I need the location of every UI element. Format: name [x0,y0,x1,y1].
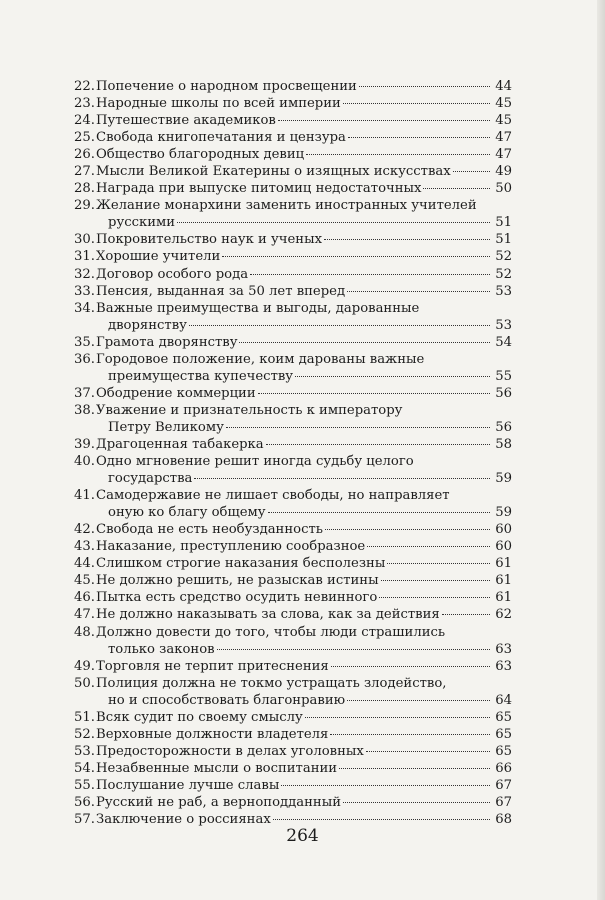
toc-entry-number: 46. [74,590,95,606]
dot-leader [222,256,490,257]
toc-entry [74,180,512,197]
dot-leader [381,580,490,581]
toc-entry [74,675,512,709]
toc-entry-number: 57. [74,812,95,828]
dot-leader [453,171,490,172]
toc-entry-number: 28. [74,181,95,197]
toc-entry-page: 47 [495,147,512,163]
toc-entry [74,129,512,146]
toc-entry-number: 34. [74,300,95,316]
toc-entry-title-continuation: но и способствовать благонравию [108,692,346,708]
dot-leader [379,597,490,598]
toc-entry-page: 59 [495,505,512,521]
toc-entry-page: 68 [495,812,512,828]
toc-entry-title-continuation: оную ко благу общему [108,505,266,521]
toc-entry-number: 23. [74,96,95,112]
dot-leader [268,512,490,513]
toc-entry-number: 45. [74,573,95,589]
toc-entry [74,163,512,180]
dot-leader [266,444,490,445]
toc-entry-title: Важные преимущества и выгоды, дарованные [96,300,420,316]
dot-leader [217,649,490,650]
toc-entry-title: Попечение о народном просвещении [96,79,357,94]
dot-leader [258,393,490,394]
toc-entry-title-continuation: государства [108,471,193,487]
dot-leader [330,734,490,735]
dot-leader [226,427,490,428]
dot-leader [343,802,490,803]
toc-entry-title: Хорошие учители [96,249,221,265]
toc-entry-number: 26. [74,147,95,163]
toc-entry [74,453,512,487]
dot-leader [442,614,490,615]
toc-entry-number: 32. [74,266,95,282]
toc-entry-title: Договор особого рода [96,266,249,282]
toc-entry [74,95,512,112]
toc-entry-number: 29. [74,198,95,214]
dot-leader [295,376,490,377]
toc-entry-page: 51 [495,215,512,231]
toc-entry-title: Верховные должности владетеля [96,726,329,742]
toc-entry [74,197,512,231]
dot-leader [189,325,490,326]
toc-entry-number: 47. [74,607,95,623]
dot-leader [339,768,490,769]
toc-entry [74,589,512,606]
toc-entry-page: 61 [495,556,512,572]
dot-leader [359,86,490,87]
toc-entry [74,283,512,300]
dot-leader [306,154,490,155]
toc-entry [74,266,512,283]
toc-entry-title: Свобода не есть необузданность [96,522,323,538]
toc-entry-number: 50. [74,675,95,691]
toc-entry-page: 51 [495,232,512,248]
toc-entry [74,487,512,521]
toc-entry-number: 41. [74,488,95,504]
toc-entry-page: 52 [495,249,512,265]
toc-entry [74,334,512,351]
dot-leader [348,137,490,138]
toc-entry-page: 45 [495,113,512,129]
toc-entry-number: 36. [74,351,95,367]
toc-entry-title: Полиция должна не токмо устращать злодейство, [96,675,447,691]
toc-entry-title: Уважение и признательность к императору [96,402,403,418]
toc-entry-title: Грамота дворянству [96,334,238,350]
toc-entry-page: 64 [495,692,512,708]
toc-entry-number: 51. [74,709,95,725]
dot-leader [387,563,490,564]
toc-entry-title: Не должно наказывать за слова, как за действия [96,607,440,623]
toc-entry [74,606,512,623]
toc-entry-page: 53 [495,317,512,333]
dot-leader [366,751,490,752]
toc-entry-number: 55. [74,777,95,793]
toc-entry [74,231,512,248]
toc-entry-page: 65 [495,726,512,742]
toc-entry-title: Желание монархини заменить иностранных учителей [96,198,477,214]
toc-entry-title: Одно мгновение решит иногда судьбу целого [96,454,414,470]
toc-entry-page: 59 [495,471,512,487]
toc-entry-number: 33. [74,283,95,299]
toc-entry-title: Пытка есть средство осудить невинного [96,590,378,606]
toc-entry [74,777,512,794]
dot-leader [239,342,490,343]
toc-entry-page: 54 [495,334,512,350]
toc-entry [74,572,512,589]
toc-entry-page: 63 [495,658,512,674]
toc-entry-number: 38. [74,402,95,418]
toc-entry-title: Незабвенные мысли о воспитании [96,760,338,776]
toc-entry-number: 24. [74,113,95,129]
toc-entry [74,555,512,572]
toc-entry-title-continuation: только законов [108,641,215,657]
toc-entry-title: Слишком строгие наказания бесполезны [96,556,386,572]
toc-entry-title-continuation: преимущества купечеству [108,368,294,384]
toc-entry [74,351,512,385]
dot-leader [194,478,490,479]
toc-entry-title: Мысли Великой Екатерины о изящных искусствах [96,164,451,180]
toc-entry [74,248,512,265]
toc-entry-number: 42. [74,522,95,538]
toc-entry-page: 52 [495,266,512,282]
toc-entry-title: Покровительство наук и ученых [96,232,323,248]
toc-entry-number: 31. [74,249,95,265]
toc-entry-page: 45 [495,96,512,112]
toc-entry-title: Путешествие академиков [96,113,276,129]
toc-entry-title: Свобода книгопечатания и цензура [96,130,346,146]
toc-entry [74,538,512,555]
toc-entry-number: 52. [74,726,95,742]
toc-entry [74,385,512,402]
toc-entry [74,760,512,777]
toc-entry-page: 63 [495,641,512,657]
toc-entry-number: 44. [74,556,95,572]
toc-entry-number: 48. [74,624,95,640]
toc-entry-number: 40. [74,454,95,470]
toc-entry-page: 49 [495,164,512,180]
toc-entry-page: 60 [495,539,512,555]
toc-entry-title: Должно довести до того, чтобы люди страшились [96,624,446,640]
toc-entry-page: 50 [495,181,512,197]
dot-leader [331,666,490,667]
toc-entry-title: Русский не раб, а верноподданный [96,794,341,810]
toc-entry-title-continuation: Петру Великому [108,419,224,435]
toc-entry-number: 37. [74,385,95,401]
toc-entry-page: 60 [495,522,512,538]
toc-entry-title: Предосторожности в делах уголовных [96,743,364,759]
toc-entry [74,402,512,436]
toc-entry [74,794,512,811]
toc-entry-title: Наказание, преступлению сообразное [96,539,366,555]
dot-leader [177,222,490,223]
page-number: 264 [286,826,319,846]
toc-entry-number: 43. [74,539,95,555]
toc-entry [74,112,512,129]
toc-entry-title: Не должно решить, не разыскав истины [96,573,379,589]
toc-entry-number: 27. [74,164,95,180]
dot-leader [281,785,490,786]
toc-entry [74,146,512,163]
toc-entry-title: Торговля не терпит притеснения [96,658,329,674]
toc-entry-title: Послушание лучше славы [96,777,280,793]
toc-entry-title: Всяк судит по своему смыслу [96,709,303,725]
toc-entry-number: 39. [74,436,95,452]
toc-entry-page: 65 [495,743,512,759]
toc-entry-title: Городовое положение, коим дарованы важные [96,351,425,367]
dot-leader [324,239,490,240]
toc-entry-title: Заключение о россиянах [96,812,271,828]
toc-entry-page: 62 [495,607,512,623]
toc-entry-page: 61 [495,573,512,589]
dot-leader [305,717,490,718]
toc-entry-page: 56 [495,385,512,401]
dot-leader [423,188,490,189]
dot-leader [325,529,490,530]
toc-entry-page: 53 [495,283,512,299]
toc-entry-title: Народные школы по всей империи [96,96,341,112]
toc-entry [74,78,512,95]
dot-leader [273,819,490,820]
toc-entry [74,743,512,760]
toc-entry [74,300,512,334]
toc-entry-number: 35. [74,334,95,350]
toc-entry-title: Пенсия, выданная за 50 лет вперед [96,283,346,299]
toc-entry [74,624,512,658]
toc-entry-number: 54. [74,760,95,776]
toc-entry [74,726,512,743]
toc-entry-page: 55 [495,368,512,384]
toc-entry [74,521,512,538]
toc-entry-title-continuation: русскими [108,215,176,231]
toc-entry-title: Награда при выпуске питомиц недостаточных [96,181,422,197]
toc-entry-page: 56 [495,419,512,435]
toc-entry [74,658,512,675]
toc-entry-title: Общество благородных девиц [96,147,305,163]
toc-entry-number: 22. [74,79,95,94]
dot-leader [278,120,490,121]
dot-leader [347,291,490,292]
toc-entry-page: 65 [495,709,512,725]
toc-entry-number: 25. [74,130,95,146]
toc-entry [74,436,512,453]
dot-leader [250,274,490,275]
toc-entry-title: Самодержавие не лишает свободы, но направляет [96,488,450,504]
dot-leader [367,546,490,547]
toc-entry [74,709,512,726]
toc-entry-number: 30. [74,232,95,248]
toc-entry-number: 49. [74,658,95,674]
toc-entry-title: Ободрение коммерции [96,385,256,401]
dot-leader [347,700,490,701]
dot-leader [343,103,490,104]
toc-entry-page: 66 [495,760,512,776]
toc-entry-page: 67 [495,794,512,810]
toc-entry-number: 53. [74,743,95,759]
toc-entry-title: Драгоценная табакерка [96,436,264,452]
toc-entry-page: 58 [495,436,512,452]
toc-entry-page: 44 [495,79,512,94]
toc-entry-number: 56. [74,794,95,810]
table-of-contents [74,78,512,828]
page-edge [597,0,605,900]
toc-entry-title-continuation: дворянству [108,317,187,333]
toc-entry-page: 67 [495,777,512,793]
toc-entry-page: 61 [495,590,512,606]
toc-entry-page: 47 [495,130,512,146]
